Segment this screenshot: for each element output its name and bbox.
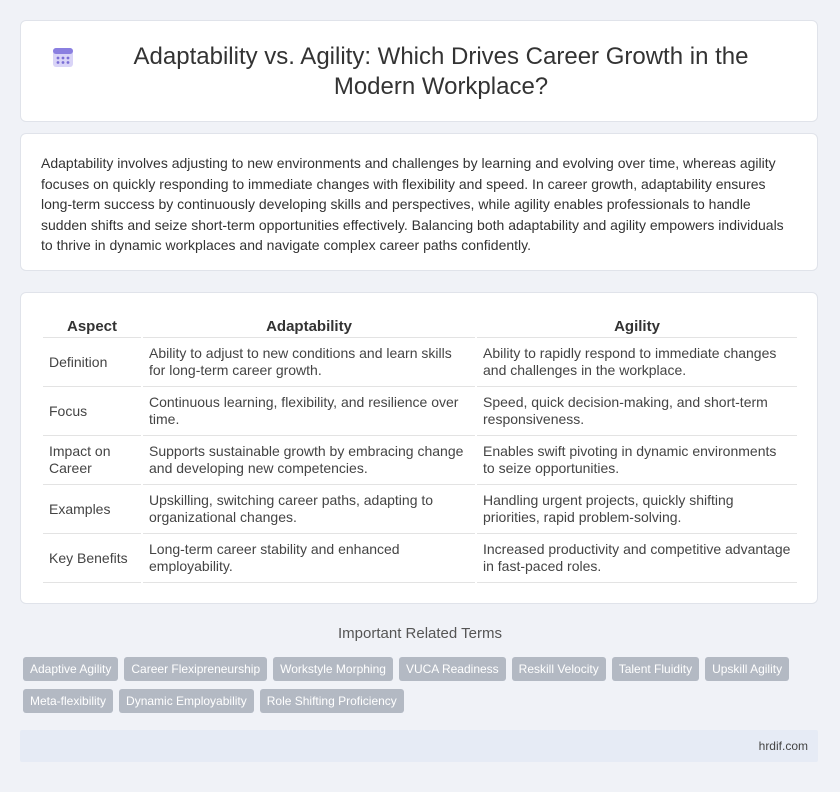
footer: [20, 730, 818, 762]
related-term-tag[interactable]: Role Shifting Proficiency: [260, 689, 404, 713]
table-row: [43, 534, 797, 583]
related-term-tag[interactable]: VUCA Readiness: [399, 657, 506, 681]
table-cell-adaptability: Ability to adjust to new conditions and learn skills for long-term career growth.: [143, 338, 475, 387]
table-cell-agility: Enables swift pivoting in dynamic environments to seize opportunities.: [477, 436, 797, 485]
column-header-aspect: Aspect: [43, 315, 141, 338]
table-cell-adaptability: Supports sustainable growth by embracing change and developing new competencies.: [143, 436, 475, 485]
comparison-table-card: [20, 292, 818, 604]
table-cell-agility: Increased productivity and competitive advantage in fast-paced roles.: [477, 534, 797, 583]
column-header-agility: Agility: [477, 315, 797, 338]
footer-site-link[interactable]: hrdif.com: [758, 739, 808, 753]
intro-paragraph: Adaptability involves adjusting to new environments and challenges by learning and evolving over time, whereas agility focuses on quickly responding to immediate changes with flexibility and speed. In career growth, adaptability ensures long-term success by continuously developing skills and perspectives, while agility enables professionals to handle sudden shifts and seize short-term opportunities effectively. Balancing both adaptability and agility empowers individuals to thrive in dynamic workplaces and navigate complex career paths confidently.: [41, 155, 784, 253]
comparison-table: [41, 315, 799, 583]
related-terms-list: [23, 657, 823, 713]
table-cell-aspect: Definition: [43, 338, 141, 387]
related-term-tag[interactable]: Career Flexipreneurship: [124, 657, 267, 681]
table-row: [43, 485, 797, 534]
table-cell-adaptability: Upskilling, switching career paths, adapting to organizational changes.: [143, 485, 475, 534]
related-term-tag[interactable]: Adaptive Agility: [23, 657, 118, 681]
column-header-adaptability: Adaptability: [143, 315, 475, 338]
table-cell-agility: Handling urgent projects, quickly shifting priorities, rapid problem-solving.: [477, 485, 797, 534]
related-terms-heading: Important Related Terms: [338, 625, 502, 642]
related-term-tag[interactable]: Meta-flexibility: [23, 689, 113, 713]
header-card: [20, 20, 818, 122]
table-cell-agility: Ability to rapidly respond to immediate changes and challenges in the workplace.: [477, 338, 797, 387]
table-cell-adaptability: Continuous learning, flexibility, and resilience over time.: [143, 387, 475, 436]
table-header-row: [43, 315, 797, 338]
related-term-tag[interactable]: Dynamic Employability: [119, 689, 254, 713]
related-term-tag[interactable]: Reskill Velocity: [512, 657, 606, 681]
table-row: [43, 436, 797, 485]
related-term-tag[interactable]: Upskill Agility: [705, 657, 789, 681]
table-row: [43, 338, 797, 387]
related-term-tag[interactable]: Talent Fluidity: [612, 657, 699, 681]
table-cell-aspect: Examples: [43, 485, 141, 534]
table-cell-aspect: Impact on Career: [43, 436, 141, 485]
table-cell-agility: Speed, quick decision-making, and short-term responsiveness.: [477, 387, 797, 436]
related-term-tag[interactable]: Workstyle Morphing: [273, 657, 393, 681]
table-row: [43, 387, 797, 436]
intro-card: [20, 133, 818, 271]
table-cell-adaptability: Long-term career stability and enhanced employability.: [143, 534, 475, 583]
table-cell-aspect: Focus: [43, 387, 141, 436]
table-cell-aspect: Key Benefits: [43, 534, 141, 583]
page-title: Adaptability vs. Agility: Which Drives Career Growth in the Modern Workplace?: [133, 43, 749, 100]
